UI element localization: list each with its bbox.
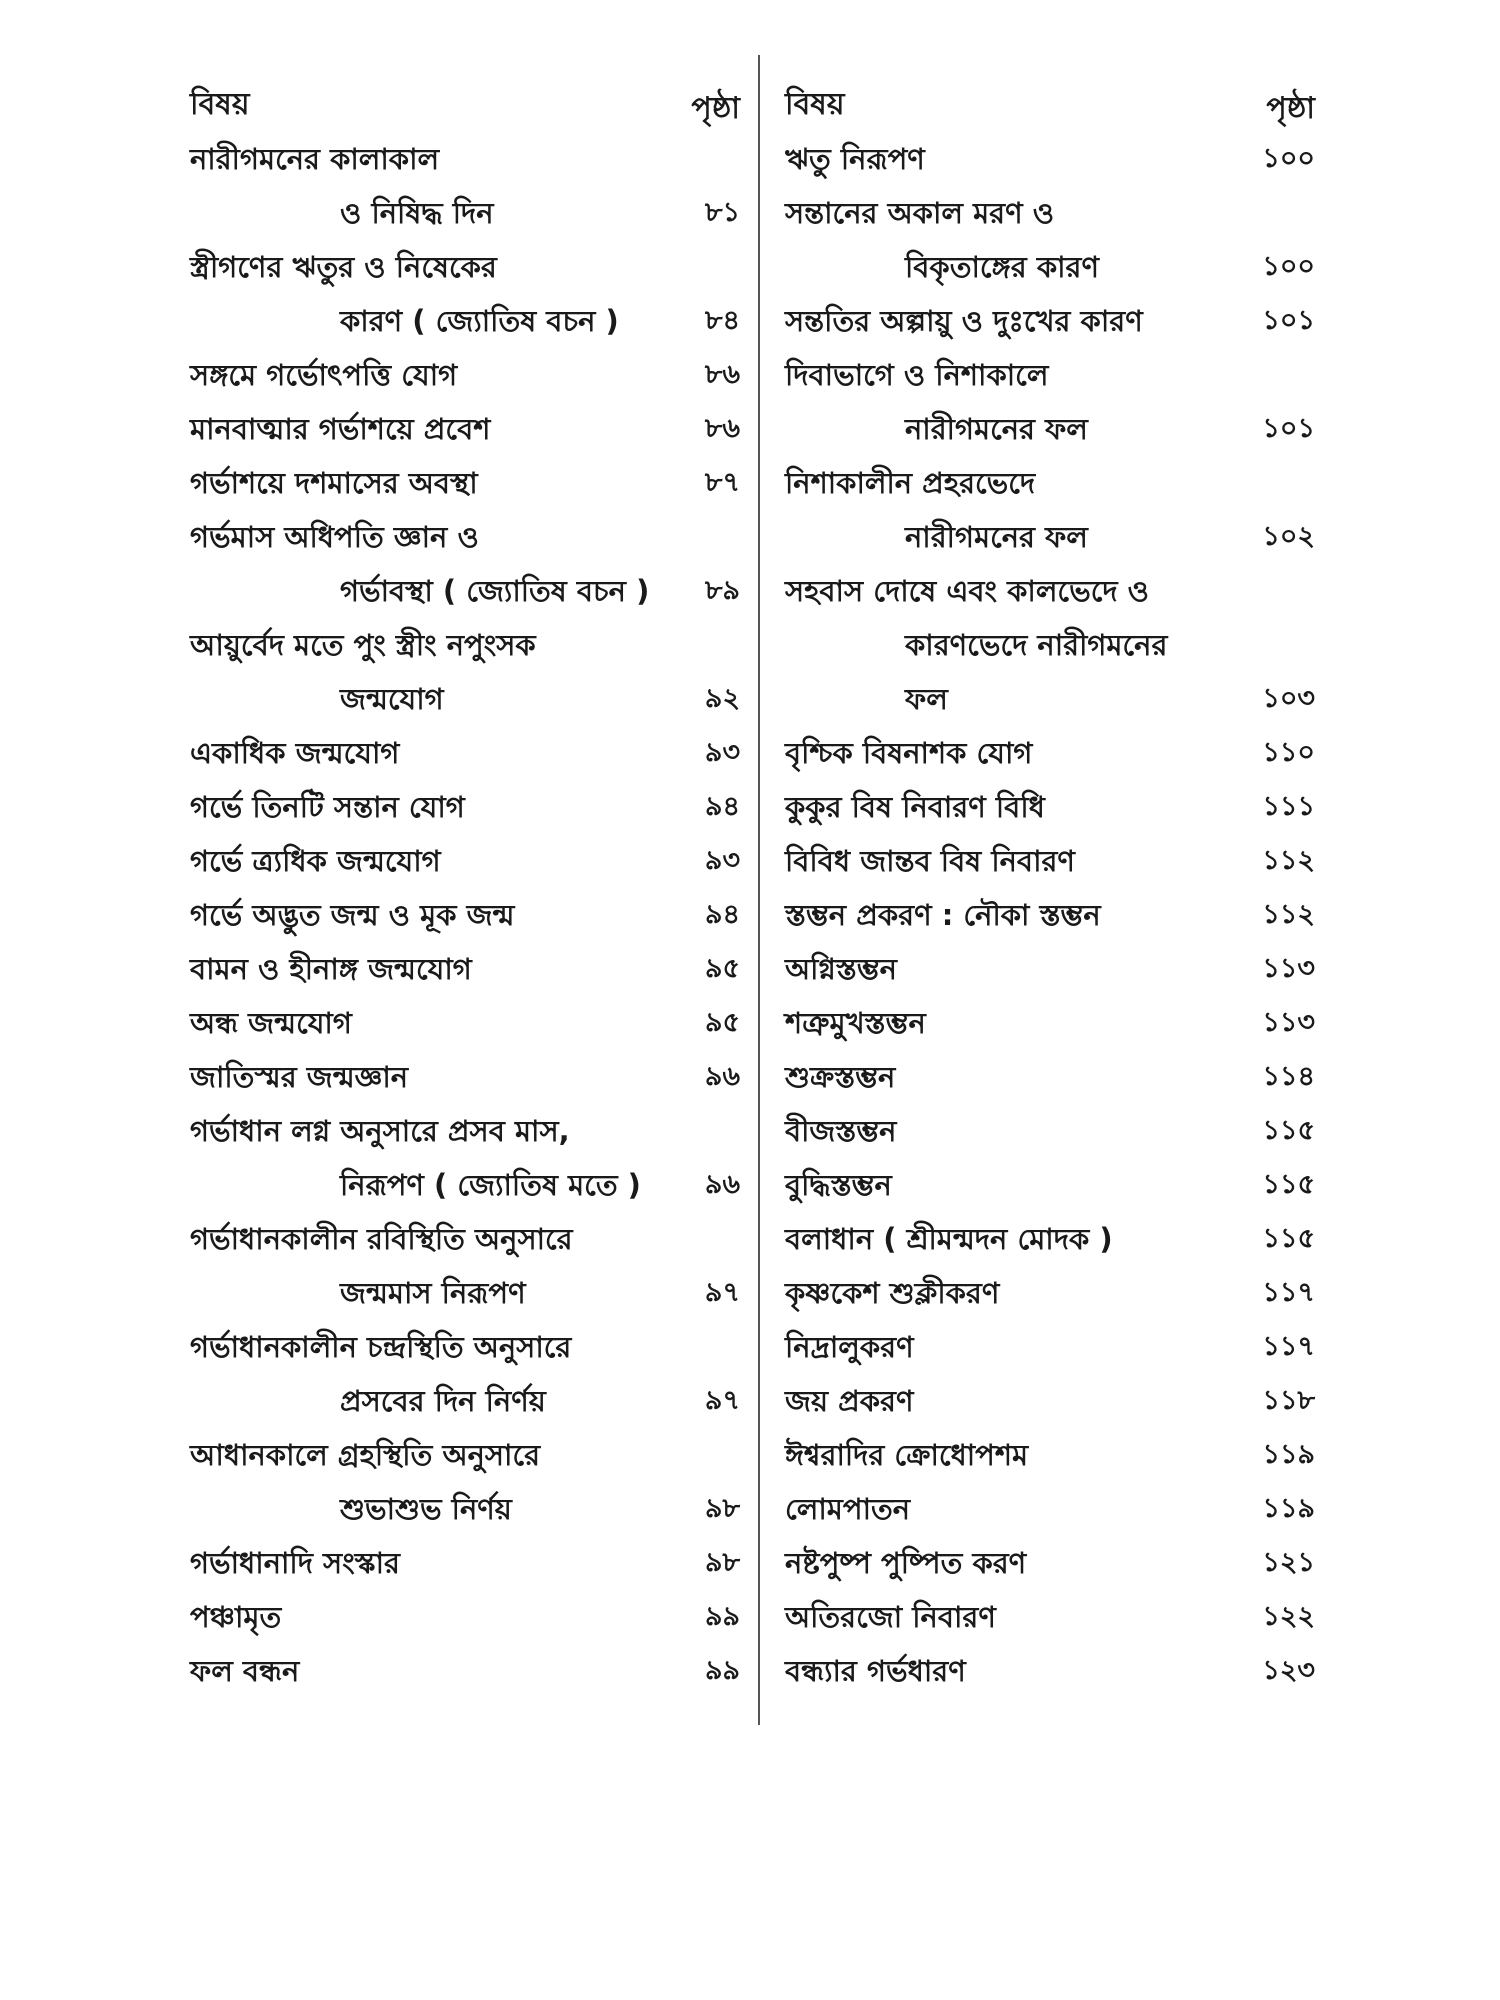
toc-entry-title: গর্ভাশয়ে দশমাসের অবস্থা bbox=[190, 466, 478, 500]
toc-entry-title: অতিরজো নিবারণ bbox=[785, 1600, 996, 1634]
toc-entry-title: স্ত্রীগণের ঋতুর ও নিষেকের bbox=[190, 250, 497, 284]
toc-entry-page: ১১৫ bbox=[1262, 1223, 1315, 1254]
toc-entry-page: ৮৪ bbox=[704, 305, 740, 336]
toc-entry bbox=[785, 1104, 1315, 1158]
toc-entry bbox=[785, 564, 1315, 726]
toc-entry bbox=[785, 942, 1315, 996]
toc-entry-title: আধানকালে গ্রহস্থিতি অনুসারে bbox=[190, 1438, 541, 1472]
toc-entry-page: ১১১ bbox=[1262, 791, 1315, 822]
toc-entry-title: প্রসবের দিন নির্ণয় bbox=[340, 1384, 546, 1418]
toc-entry-title: বামন ও হীনাঙ্গ জন্মযোগ bbox=[190, 952, 472, 986]
subject-heading: বিষয় bbox=[785, 87, 845, 122]
toc-entry-page: ৯৯ bbox=[704, 1601, 740, 1632]
toc-entry-page: ৯৫ bbox=[704, 1007, 740, 1038]
toc-entry bbox=[785, 1212, 1315, 1266]
toc-entry-title: ও নিষিদ্ধ দিন bbox=[340, 196, 494, 230]
toc-entry-page: ১১৩ bbox=[1262, 1007, 1315, 1038]
toc-entry-title: ফল বন্ধন bbox=[190, 1654, 300, 1688]
toc-entry-page: ১০০ bbox=[1262, 143, 1315, 174]
toc-entry bbox=[785, 1266, 1315, 1320]
toc-entry-page: ১১৮ bbox=[1262, 1385, 1315, 1416]
toc-entry bbox=[785, 456, 1315, 564]
toc-entry-title: ঋতু নিরূপণ bbox=[785, 142, 925, 176]
toc-entry-title: নারীগমনের ফল bbox=[905, 520, 1088, 554]
toc-entry-title: নিরূপণ ( জ্যোতিষ মতে ) bbox=[340, 1168, 641, 1202]
toc-entry bbox=[785, 1158, 1315, 1212]
toc-entry bbox=[190, 1428, 740, 1536]
toc-entry-page: ১১৫ bbox=[1262, 1169, 1315, 1200]
toc-entry-title: গর্ভমাস অধিপতি জ্ঞান ও bbox=[190, 520, 479, 554]
toc-entry bbox=[190, 726, 740, 780]
toc-entry-title: গর্ভাধানাদি সংস্কার bbox=[190, 1546, 400, 1580]
toc-left-column bbox=[190, 70, 740, 1698]
toc-entry bbox=[785, 780, 1315, 834]
toc-entry-page: ১১৩ bbox=[1262, 953, 1315, 984]
toc-entry-title: বৃশ্চিক বিষনাশক যোগ bbox=[785, 736, 1033, 770]
toc-entry-page: ৮৬ bbox=[704, 413, 740, 444]
toc-entry bbox=[785, 1536, 1315, 1590]
toc-entry bbox=[190, 780, 740, 834]
toc-entry-title: বিবিধ জান্তব বিষ নিবারণ bbox=[785, 844, 1075, 878]
toc-entry-page: ৯৬ bbox=[704, 1169, 740, 1200]
toc-entry-title: গর্ভে ত্র্যধিক জন্মযোগ bbox=[190, 844, 441, 878]
toc-entry-title: বন্ধ্যার গর্ভধারণ bbox=[785, 1654, 966, 1688]
toc-entry-title: লোমপাতন bbox=[785, 1492, 911, 1526]
toc-entry bbox=[190, 834, 740, 888]
toc-entry-title: শুভাশুভ নির্ণয় bbox=[340, 1492, 512, 1526]
toc-entry bbox=[785, 1482, 1315, 1536]
toc-entry bbox=[190, 888, 740, 942]
toc-entry-title: গর্ভে অদ্ভুত জন্ম ও মূক জন্ম bbox=[190, 898, 515, 932]
toc-entry bbox=[190, 132, 740, 240]
toc-entry-page: ১১৭ bbox=[1262, 1331, 1315, 1362]
toc-entry-page: ১১৭ bbox=[1262, 1277, 1315, 1308]
toc-entry bbox=[190, 1536, 740, 1590]
toc-entry-title: শত্রুমুখস্তম্ভন bbox=[785, 1006, 926, 1040]
toc-entry bbox=[785, 1320, 1315, 1374]
toc-entry-page: ১১২ bbox=[1262, 845, 1315, 876]
toc-entry-title: নারীগমনের কালাকাল bbox=[190, 142, 440, 176]
toc-entry-page: ১১৫ bbox=[1262, 1115, 1315, 1146]
toc-entry-title: কুকুর বিষ নিবারণ বিধি bbox=[785, 790, 1045, 824]
toc-entry-page: ১২১ bbox=[1262, 1547, 1315, 1578]
page-heading: পৃষ্ঠা bbox=[1266, 91, 1315, 126]
toc-entry-page: ১১৯ bbox=[1262, 1439, 1315, 1470]
toc-entry-title: স্তম্ভন প্রকরণ : নৌকা স্তম্ভন bbox=[785, 898, 1101, 932]
toc-entry-title: সন্ততির অল্পায়ু ও দুঃখের কারণ bbox=[785, 304, 1143, 338]
toc-entry-title: গর্ভাবস্থা ( জ্যোতিষ বচন ) bbox=[340, 574, 650, 608]
toc-entry-title: আয়ুর্বেদ মতে পুং স্ত্রীং নপুংসক bbox=[190, 628, 536, 662]
toc-entry-page: ৯৩ bbox=[704, 845, 740, 876]
toc-entry bbox=[785, 1374, 1315, 1428]
toc-entry bbox=[190, 1590, 740, 1644]
toc-entry-page: ১১৪ bbox=[1262, 1061, 1315, 1092]
toc-entry bbox=[190, 1212, 740, 1320]
toc-entry-page: ৮১ bbox=[704, 197, 740, 228]
toc-entry bbox=[190, 996, 740, 1050]
toc-entry-title: কারণ ( জ্যোতিষ বচন ) bbox=[340, 304, 619, 338]
toc-entry-title: ঈশ্বরাদির ক্রোধোপশম bbox=[785, 1438, 1029, 1472]
toc-entry bbox=[785, 132, 1315, 186]
toc-entry-page: ১০২ bbox=[1262, 521, 1315, 552]
column-header bbox=[785, 70, 1315, 132]
toc-entry-page: ৯৬ bbox=[704, 1061, 740, 1092]
toc-entry-title: গর্ভাধানকালীন চন্দ্রস্থিতি অনুসারে bbox=[190, 1330, 572, 1364]
toc-entry-page: ৯৪ bbox=[704, 791, 740, 822]
toc-entry bbox=[190, 1320, 740, 1428]
toc-entry bbox=[190, 1104, 740, 1212]
toc-entry-title: সহবাস দোষে এবং কালভেদে ও bbox=[785, 574, 1150, 608]
toc-right-column bbox=[785, 70, 1315, 1698]
toc-entry-page: ১২৩ bbox=[1262, 1655, 1315, 1686]
toc-entry-title: বীজস্তম্ভন bbox=[785, 1114, 897, 1148]
toc-entry bbox=[785, 1590, 1315, 1644]
toc-entry-page: ৮৬ bbox=[704, 359, 740, 390]
toc-entry bbox=[190, 942, 740, 996]
toc-entry-title: কৃষ্ণকেশ শুক্লীকরণ bbox=[785, 1276, 1000, 1310]
toc-entry bbox=[190, 618, 740, 726]
toc-entry-page: ৯৪ bbox=[704, 899, 740, 930]
toc-entry-page: ৯৫ bbox=[704, 953, 740, 984]
toc-entry-title: বুদ্ধিস্তম্ভন bbox=[785, 1168, 892, 1202]
toc-entry bbox=[785, 726, 1315, 780]
toc-entry bbox=[785, 186, 1315, 294]
toc-entry-page: ৯৩ bbox=[704, 737, 740, 768]
toc-entry-page: ৯৯ bbox=[704, 1655, 740, 1686]
toc-entry-page: ১১২ bbox=[1262, 899, 1315, 930]
toc-entry bbox=[190, 402, 740, 456]
toc-entry-title: জন্মমাস নিরূপণ bbox=[340, 1276, 526, 1310]
toc-entry-page: ১০০ bbox=[1262, 251, 1315, 282]
toc-entry-title: জাতিস্মর জন্মজ্ঞান bbox=[190, 1060, 409, 1094]
toc-entry-title: অন্ধ জন্মযোগ bbox=[190, 1006, 352, 1040]
toc-entry bbox=[190, 1050, 740, 1104]
toc-entry bbox=[785, 888, 1315, 942]
toc-entry-page: ১০১ bbox=[1262, 305, 1315, 336]
toc-entry-page: ১০১ bbox=[1262, 413, 1315, 444]
toc-entry-title: সন্তানের অকাল মরণ ও bbox=[785, 196, 1055, 230]
toc-entry-page: ১২২ bbox=[1262, 1601, 1315, 1632]
toc-entry-title: দিবাভাগে ও নিশাকালে bbox=[785, 358, 1049, 392]
toc-entry-title: জন্মযোগ bbox=[340, 682, 444, 716]
toc-entry-title: জয় প্রকরণ bbox=[785, 1384, 914, 1418]
toc-list bbox=[190, 132, 740, 1698]
toc-entry-title: নষ্টপুষ্প পুষ্পিত করণ bbox=[785, 1546, 1027, 1580]
page-heading: পৃষ্ঠা bbox=[691, 91, 740, 126]
toc-entry bbox=[785, 1644, 1315, 1698]
toc-entry-page: ৮৯ bbox=[704, 575, 740, 606]
toc-entry-title: নিশাকালীন প্রহরভেদে bbox=[785, 466, 1036, 500]
toc-entry-title: গর্ভে তিনটি সন্তান যোগ bbox=[190, 790, 465, 824]
toc-entry-page: ৯৮ bbox=[704, 1547, 740, 1578]
toc-entry-title: নারীগমনের ফল bbox=[905, 412, 1088, 446]
column-header bbox=[190, 70, 740, 132]
toc-entry-page: ৯৭ bbox=[704, 1385, 740, 1416]
toc-entry-title: গর্ভাধান লগ্ন অনুসারে প্রসব মাস, bbox=[190, 1114, 570, 1148]
toc-list bbox=[785, 132, 1315, 1698]
toc-entry-title: নিদ্রালুকরণ bbox=[785, 1330, 914, 1364]
toc-entry-page: ৯৭ bbox=[704, 1277, 740, 1308]
toc-entry-title: কারণভেদে নারীগমনের bbox=[905, 628, 1168, 662]
toc-entry-page: ৯২ bbox=[704, 683, 740, 714]
column-divider bbox=[758, 55, 760, 1725]
toc-entry bbox=[190, 348, 740, 402]
toc-entry-title: সঙ্গমে গর্ভোৎপত্তি যোগ bbox=[190, 358, 458, 392]
toc-entry-title: শুক্রস্তম্ভন bbox=[785, 1060, 896, 1094]
subject-heading: বিষয় bbox=[190, 87, 250, 122]
toc-entry-title: গর্ভাধানকালীন রবিস্থিতি অনুসারে bbox=[190, 1222, 573, 1256]
toc-entry-title: মানবাত্মার গর্ভাশয়ে প্রবেশ bbox=[190, 412, 491, 446]
toc-entry bbox=[785, 1050, 1315, 1104]
toc-entry-title: একাধিক জন্মযোগ bbox=[190, 736, 400, 770]
toc-entry-title: পঞ্চামৃত bbox=[190, 1600, 282, 1634]
toc-entry bbox=[785, 348, 1315, 456]
toc-entry bbox=[785, 996, 1315, 1050]
toc-entry-title: অগ্নিস্তম্ভন bbox=[785, 952, 897, 986]
toc-entry bbox=[190, 240, 740, 348]
toc-entry bbox=[785, 294, 1315, 348]
toc-entry-page: ৯৮ bbox=[704, 1493, 740, 1524]
toc-entry bbox=[190, 1644, 740, 1698]
toc-entry bbox=[785, 1428, 1315, 1482]
toc-entry bbox=[190, 510, 740, 618]
toc-entry-page: ১১৯ bbox=[1262, 1493, 1315, 1524]
toc-entry bbox=[785, 834, 1315, 888]
toc-entry-title: ফল bbox=[905, 682, 948, 716]
toc-entry-page: ১১০ bbox=[1262, 737, 1315, 768]
toc-entry bbox=[190, 456, 740, 510]
toc-entry-title: বিকৃতাঙ্গের কারণ bbox=[905, 250, 1100, 284]
toc-entry-title: বলাধান ( শ্রীমন্মদন মোদক ) bbox=[785, 1222, 1113, 1256]
toc-entry-page: ১০৩ bbox=[1262, 683, 1315, 714]
toc-entry-page: ৮৭ bbox=[704, 467, 740, 498]
